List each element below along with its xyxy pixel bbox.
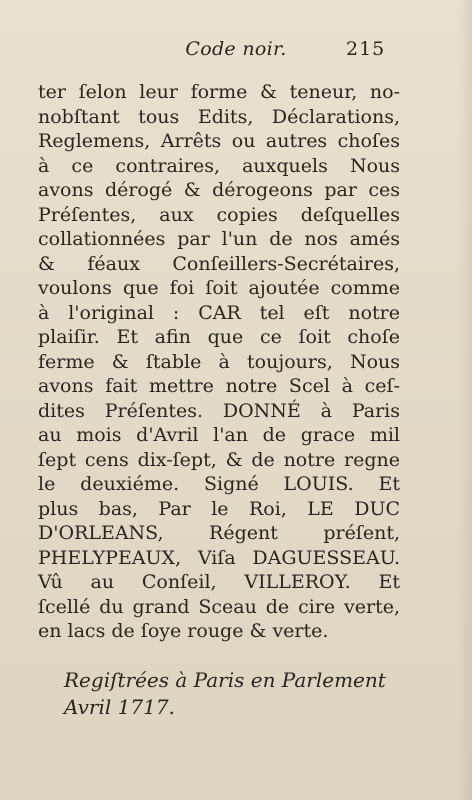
- text-line: Vû au Conſeil, VILLEROY. Et: [38, 571, 400, 593]
- page-number: 215: [346, 38, 386, 60]
- text-line: ſcellé du grand Sceau de cire verte,: [38, 595, 400, 618]
- text-line: & féaux Conſeillers-Secrétaires,: [38, 252, 400, 275]
- text-line: dites Préſentes. DONNÉ à Paris: [38, 399, 400, 422]
- text-line: PHELYPEAUX, Viſa DAGUESSEAU.: [38, 546, 400, 569]
- text-line: le deuxiéme. Signé LOUIS. Et: [38, 473, 400, 495]
- text-line: plaiſir. Et afin que ce ſoit choſe: [38, 326, 400, 348]
- text-line: voulons que foi ſoit ajoutée comme: [38, 277, 400, 299]
- body-text: [38, 80, 400, 644]
- text-line: en lacs de ſoye rouge & verte.: [38, 620, 329, 642]
- text-line: à l'original : CAR tel eſt notre: [38, 301, 400, 324]
- registration-note: Regiſtrées à Paris en Parlement: [64, 668, 386, 692]
- text-line: avons fait mettre notre Scel à ceſ-: [38, 375, 400, 397]
- text-line: au mois d'Avril l'an de grace mil: [38, 424, 400, 446]
- text-line: Reglemens, Arrêts ou autres choſes: [38, 130, 400, 152]
- text-line: ſept cens dix-ſept, & de notre regne: [38, 448, 400, 471]
- text-line: Préſentes, aux copies deſquelles: [38, 203, 400, 226]
- running-title: Code noir.: [185, 38, 287, 60]
- text-line: à ce contraires, auxquels Nous: [38, 154, 400, 177]
- registration-date: Avril 1717.: [64, 695, 175, 719]
- text-line: ferme & ſtable à toujours, Nous: [38, 350, 400, 373]
- text-line: D'ORLEANS, Régent préſent,: [38, 522, 400, 544]
- text-line: avons dérogé & dérogeons par ces: [38, 179, 400, 201]
- text-line: plus bas, Par le Roi, LE DUC: [38, 497, 400, 520]
- text-line: collationnées par l'un de nos amés: [38, 228, 400, 250]
- text-line: nobſtant tous Edits, Déclarations,: [38, 105, 400, 128]
- text-line: ter ſelon leur forme & teneur, no-: [38, 81, 400, 103]
